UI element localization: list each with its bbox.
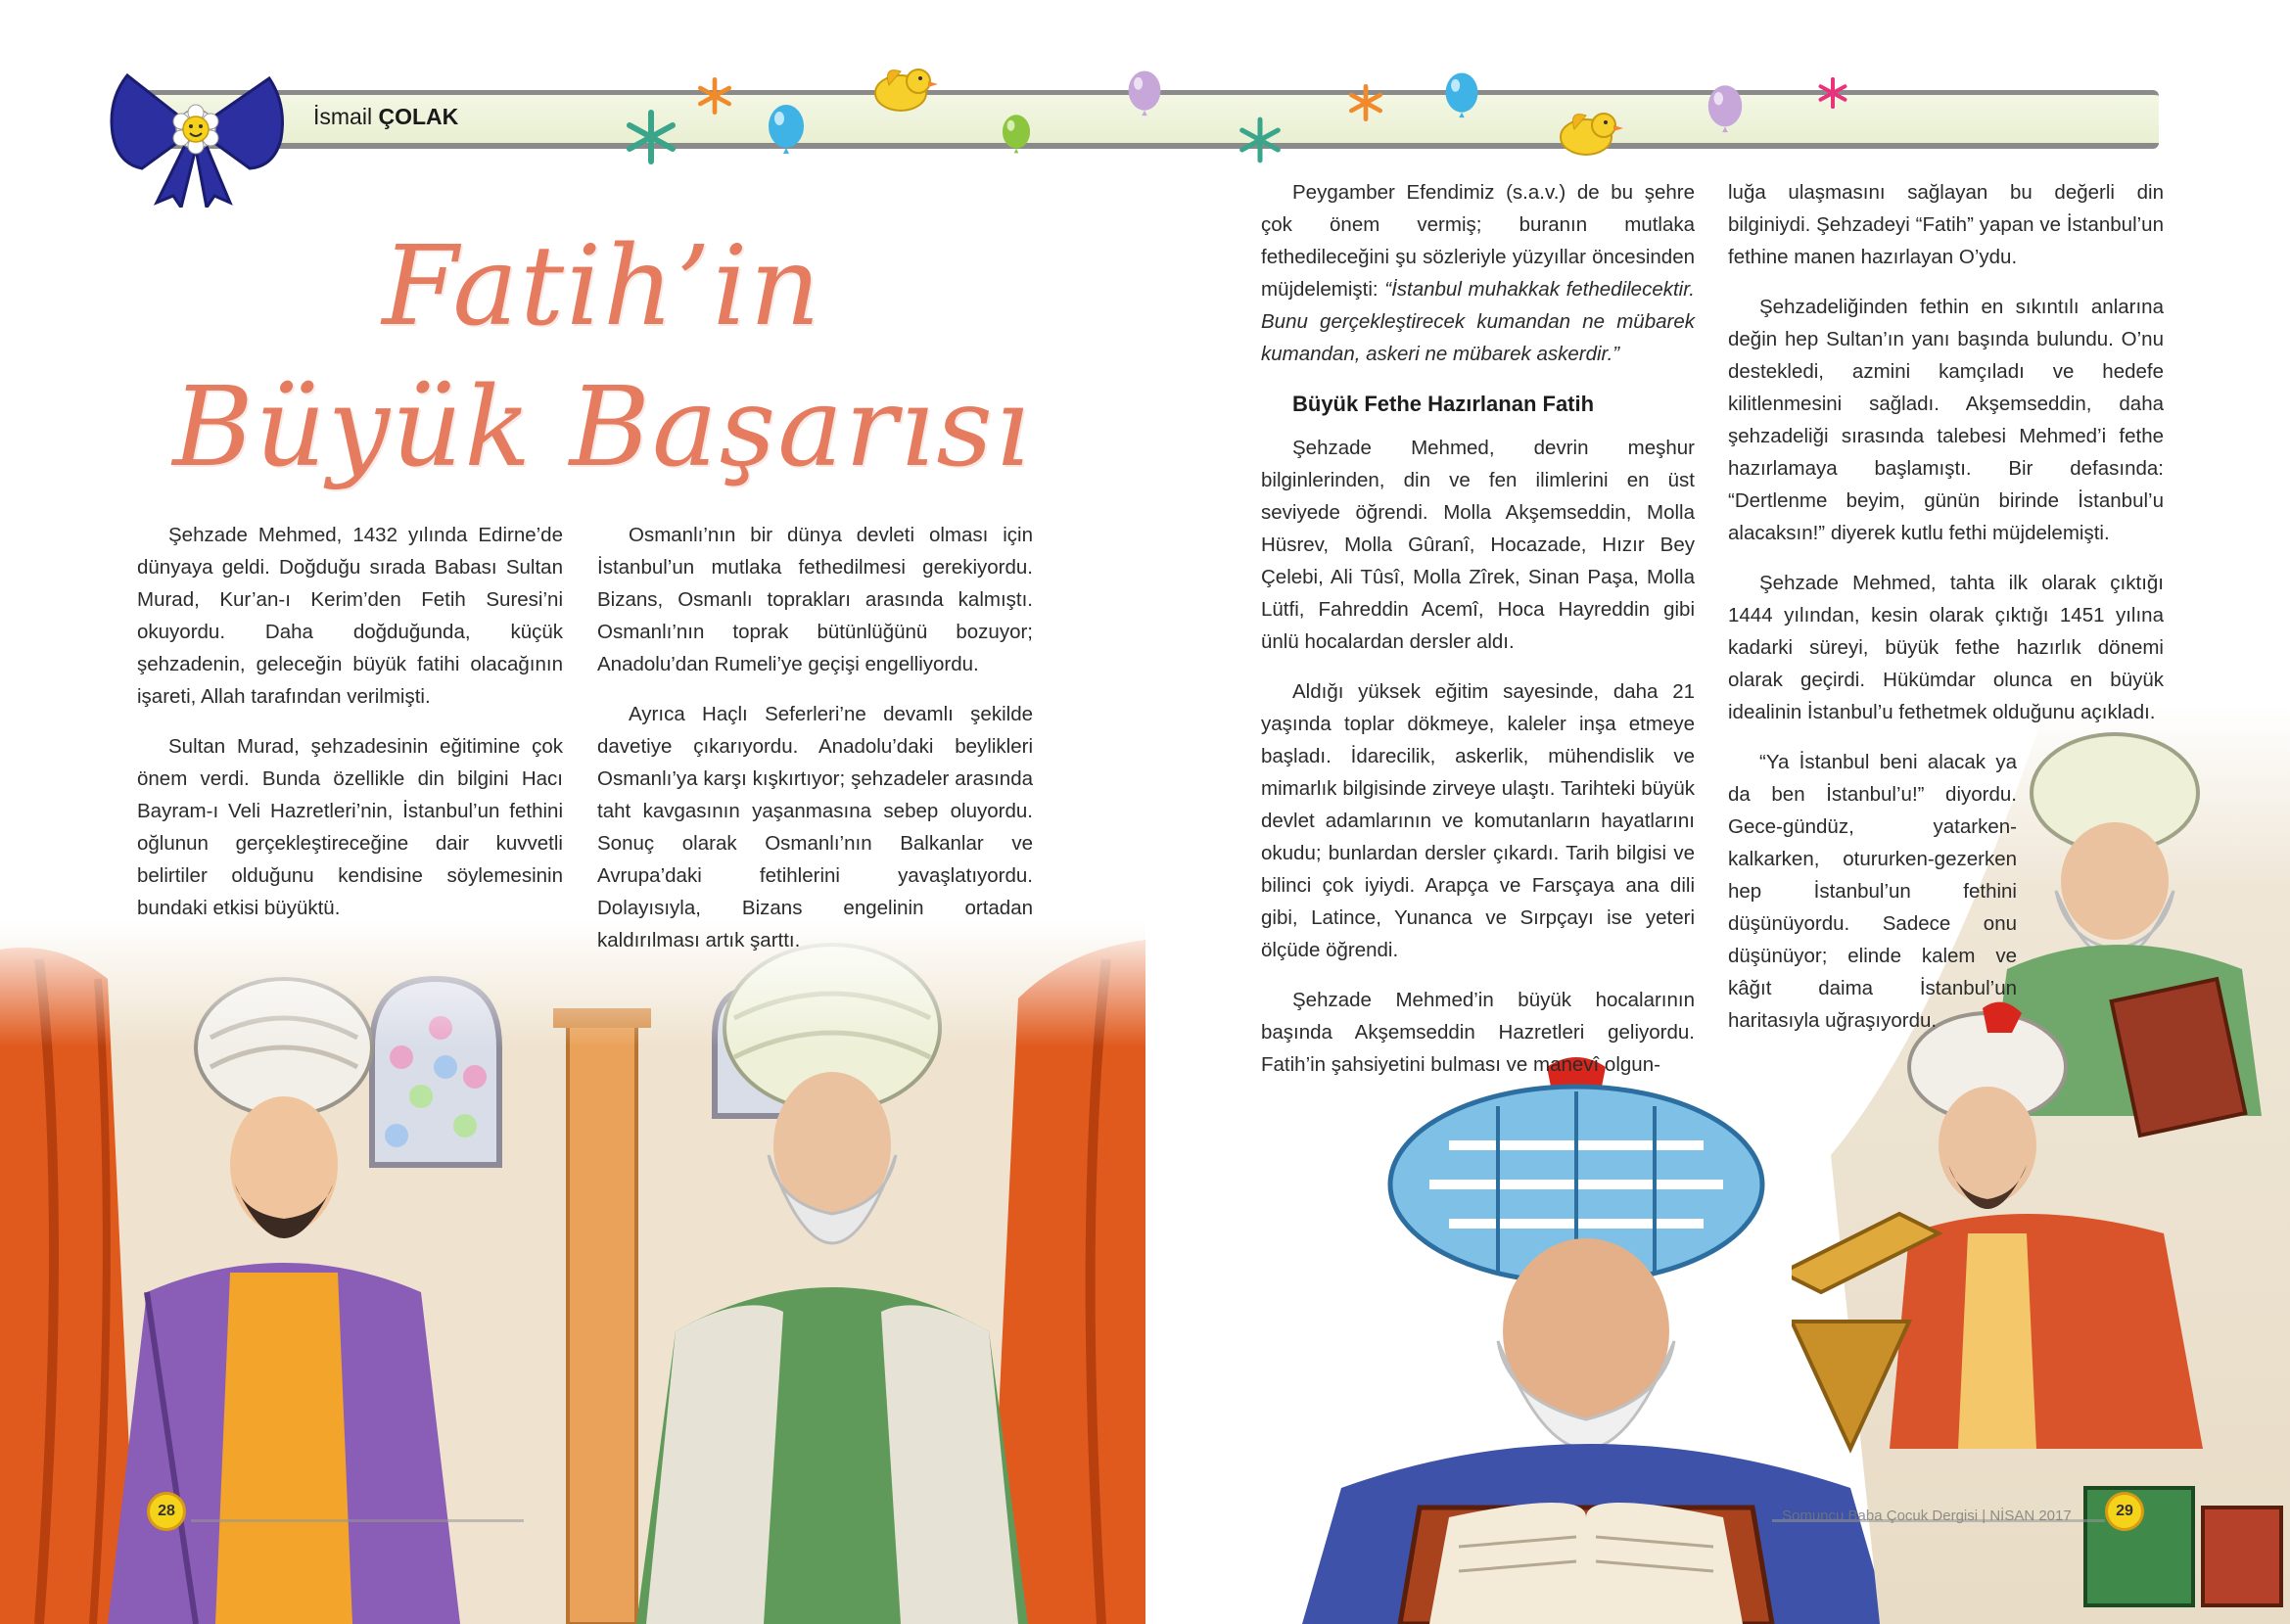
paragraph: Şehzade Mehmed, 1432 yılında Edirne’de dünyaya geldi. Doğduğu sırada Babası Sultan Murad, Kur’an-ı Kerim’den Fetih Suresi’ni okuyordu. Daha doğduğunda, küçük şehzadenin, geleceğin büyük fatihi olacağının işareti, Allah tarafından verilmişti.	[137, 524, 563, 708]
balloon-icon	[1124, 69, 1165, 125]
article-title-line-2: Büyük Başarısı	[172, 364, 1032, 491]
bird-icon	[1547, 98, 1625, 166]
text-column-3	[1261, 176, 1695, 1098]
section-heading: Büyük Fethe Hazırlanan Fatih	[1292, 392, 1595, 416]
hadith-quote: “İstanbul muhakkak fethedilecektir. Bunu gerçekleştirecek kumandan ne mübarek kumandan, askeri ne mübarek askerdir.”	[1261, 278, 1695, 365]
star-icon	[1346, 83, 1385, 122]
balloon-icon	[764, 103, 809, 163]
star-icon	[622, 108, 680, 166]
paragraph: Peygamber Efendimiz (s.a.v.) de bu şehre çok önem vermiş; buranın mutlaka fethedileceğini şu sözleriyle yüzyıllar öncesinden müjdelemişti: “İstanbul muhakkak fethedilecektir. Bunu gerçekleştirecek kumandan ne mübarek kumandan, askeri ne mübarek askerdir.”	[1261, 181, 1695, 365]
star-icon	[695, 76, 734, 116]
text-column-2	[597, 519, 1033, 974]
paragraph: Şehzade Mehmed’in büyük hocalarının başında Akşemseddin Hazretleri geliyordu. Fatih’in şahsiyetini bulması ve manevî olgun-	[1261, 989, 1695, 1076]
paragraph: Şehzade Mehmed, tahta ilk olarak çıktığı 1444 yılından, kesin olarak çıktığı 1451 yılına kadarki süreyi, büyük fethe hazırlık dönemi olarak geçirdi. Hükümdar olunca en büyük idealinin İstanbul’u fethetmek olduğunu açıkladı.	[1728, 572, 2164, 723]
paragraph: Sultan Murad, şehzadesinin eğitimine çok önem verdi. Bunda özellikle din bilgini Hacı Bayram-ı Veli Hazretleri’nin, İstanbul’un fethini oğlunun gerçekleştireceğine dair kuvvetli belirtiler olduğunu kendisine söylemesinin bundaki etkisi büyüktü.	[137, 735, 563, 919]
paragraph: “Ya İstanbul beni alacak ya da ben İstanbul’u!” diyordu. Gece-gündüz, yatarken-kalkarken, otururken-gezerken hep İstanbul’un fethini düşünüyordu. Sadece onu düşünüyor; elinde kalem ve kâğıt daima İstanbul’un haritasıyla uğraşıyordu.	[1728, 751, 2017, 1032]
page-number-right: 29	[2105, 1492, 2144, 1531]
text-column-4	[1728, 176, 2164, 1054]
balloon-icon	[999, 113, 1034, 162]
paragraph: Aldığı yüksek eğitim sayesinde, daha 21 yaşında toplar dökmeye, kaleler inşa etmeye başladı. İdarecilik, askerlik, mühendislik ve mimarlık bilgisinde zirveye ulaştı. Tarihteki büyük devlet adamlarının ve komutanların hayatlarını okudu; bunlardan dersler çıkardı. Tarih bilgisi ve bilinci çok iyiydi. Arapça ve Farsçaya ana dili gibi, Latince, Yunanca ve Sırpçayı ise yeteri ölçüde öğrendi.	[1261, 680, 1695, 961]
bow-ribbon-icon	[103, 61, 289, 208]
text-column-1	[137, 519, 563, 942]
paragraph: Şehzadeliğinden fethin en sıkıntılı anlarına değin hep Sultan’ın yanı başında bulundu. O’nu destekledi, azmini kamçıladı ve hedefe kilitlenmesini sağladı. Akşemseddin, daha şehzadeliği sırasında talebesi Mehmed’i fethe hazırlamaya başlamıştı. Bir defasında: “Dertlenme beyim, günün birinde İstanbul’u alacaksın!” diyerek kutlu fethi müjdelemişti.	[1728, 296, 2164, 544]
bird-icon	[862, 54, 940, 122]
balloon-icon	[1704, 83, 1747, 142]
paragraph: Ayrıca Haçlı Seferleri’ne devamlı şekilde davetiye çıkarıyordu. Anadolu’daki beylikleri Osmanlı’ya karşı kışkırtıyor; şehzadeler arasında taht kavgasının yaşanmasına sebep oluyordu. Sonuç olarak Osmanlı’nın Balkanlar ve Avrupa’daki fetihlerini yavaşlatıyordu. Dolayısıyla, Bizans engelinin ortadan kaldırılması artık şarttı.	[597, 703, 1033, 951]
magazine-footer: Somuncu Baba Çocuk Dergisi | NİSAN 2017	[1782, 1508, 2072, 1524]
paragraph: Şehzade Mehmed, devrin meşhur bilginlerinden, din ve fen ilimlerini en üst seviyede öğrendi. Molla Akşemseddin, Molla Hüsrev, Molla Gûranî, Hocazade, Hızır Bey Çelebi, Ali Tûsî, Molla Zîrek, Sinan Paşa, Molla Lütfi, Fahreddin Acemî, Hoca Hayreddin gibi ünlü hocalardan dersler aldı.	[1261, 437, 1695, 653]
paragraph: luğa ulaşmasını sağlayan bu değerli din bilginiydi. Şehzadeyi “Fatih” yapan ve İstanbul’un fethine manen hazırlayan O’ydu.	[1728, 181, 2164, 268]
footer-line	[191, 1519, 524, 1522]
star-icon	[1816, 76, 1849, 110]
article-title-line-1: Fatih’in	[382, 223, 822, 350]
balloon-icon	[1441, 70, 1482, 127]
paragraph: Osmanlı’nın bir dünya devleti olması için İstanbul’un mutlaka fethedilmesi gerekiyordu. Bizans, Osmanlı toprakları arasında kalmıştı. Osmanlı’nın toprak bütünlüğünü bozuyor; Anadolu’dan Rumeli’ye geçişi engelliyordu.	[597, 524, 1033, 675]
author-name: İsmail ÇOLAK	[313, 104, 459, 129]
page-number-left: 28	[147, 1492, 186, 1531]
star-icon	[1236, 116, 1285, 164]
